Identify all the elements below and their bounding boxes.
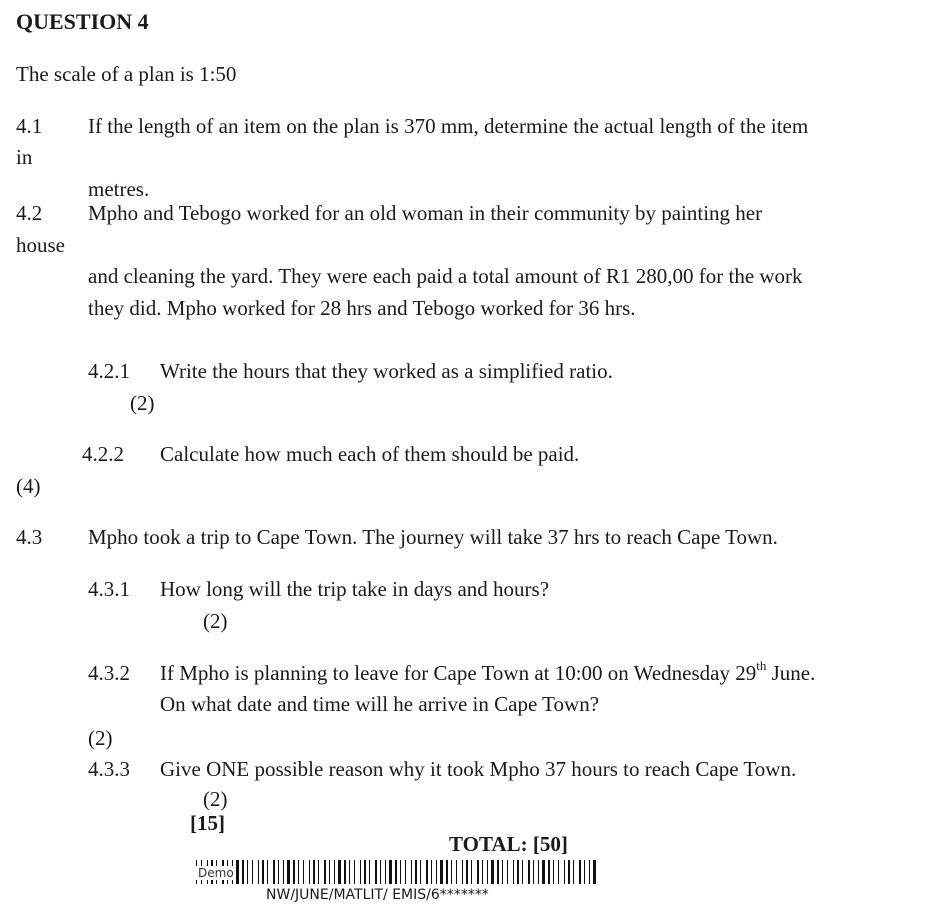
barcode-bar xyxy=(522,860,523,884)
barcode-bar xyxy=(338,860,341,884)
barcode-bar xyxy=(354,860,355,884)
barcode-bar xyxy=(309,860,310,884)
paper-total: TOTAL: [50] xyxy=(449,832,568,856)
q4-2-text-cont2: they did. Mpho worked for 28 hrs and Tebogo worked for 36 hrs. xyxy=(88,296,636,320)
barcode-bar xyxy=(267,860,268,884)
barcode-bar xyxy=(364,860,366,884)
barcode-bar xyxy=(573,860,574,884)
barcode-bar xyxy=(564,860,565,884)
barcode xyxy=(196,860,598,884)
barcode-bar xyxy=(242,860,244,884)
barcode-bar xyxy=(507,860,508,884)
barcode-bar xyxy=(584,860,585,884)
q4-3-2-text-main: If Mpho is planning to leave for Cape Town at 10:00 on Wednesday 29 xyxy=(160,661,757,685)
q4-3-1-marks: (2) xyxy=(203,609,228,633)
barcode-bar xyxy=(497,860,499,884)
q4-2-2-marks: (4) xyxy=(16,474,41,498)
barcode-bar xyxy=(278,860,279,884)
q4-2-1-number: 4.2.1 xyxy=(88,359,130,383)
barcode-bar xyxy=(482,860,483,884)
barcode-bar xyxy=(303,860,304,884)
barcode-bar xyxy=(262,860,264,884)
q4-2-1-text: Write the hours that they worked as a simplified ratio. xyxy=(160,359,613,383)
barcode-bar xyxy=(538,860,539,884)
barcode-bar xyxy=(477,860,479,884)
q4-1-text-cont: metres. xyxy=(88,177,150,201)
scale-text: The scale of a plan is 1:50 xyxy=(16,62,237,86)
barcode-bar xyxy=(446,860,448,884)
q4-3-3-text: Give ONE possible reason why it took Mpho 37 hours to reach Cape Town. xyxy=(160,757,797,781)
q4-2-text-wrap: house xyxy=(16,233,65,257)
barcode-bar xyxy=(420,860,421,884)
barcode-bar xyxy=(252,860,253,884)
barcode-bar xyxy=(589,860,590,884)
q4-3-3-marks: (2) xyxy=(203,787,228,811)
footer-code: NW/JUNE/MATLIT/ EMIS/6******* xyxy=(266,887,489,903)
q4-3-2-text-cont: On what date and time will he arrive in Cape Town? xyxy=(160,692,600,716)
barcode-bar xyxy=(385,860,386,884)
barcode-bar xyxy=(400,860,401,884)
q4-2-number: 4.2 xyxy=(16,201,43,225)
barcode-bar xyxy=(436,860,437,884)
barcode-bar xyxy=(513,860,514,884)
q4-1-number: 4.1 xyxy=(16,114,43,138)
barcode-bar xyxy=(579,860,581,884)
q4-3-2-text-end: June. xyxy=(766,661,816,685)
barcode-bar xyxy=(395,860,397,884)
q4-2-2-number: 4.2.2 xyxy=(82,442,124,466)
barcode-bar xyxy=(273,860,275,884)
question-title: QUESTION 4 xyxy=(16,9,149,34)
barcode-bar xyxy=(349,860,350,884)
barcode-bar xyxy=(380,860,381,884)
q4-1-text: If the length of an item on the plan is 370 mm, determine the actual length of the item xyxy=(88,114,809,138)
barcode-bar xyxy=(462,860,463,884)
barcode-bar xyxy=(369,860,370,884)
barcode-bar xyxy=(283,860,284,884)
q4-3-1-number: 4.3.1 xyxy=(88,577,130,601)
barcode-bar xyxy=(324,860,326,884)
barcode-bar xyxy=(411,860,412,884)
barcode-bar xyxy=(440,860,443,884)
barcode-bar xyxy=(415,860,417,884)
barcode-bar xyxy=(247,860,248,884)
q4-1-text-wrap: in xyxy=(16,145,33,169)
q4-2-1-marks: (2) xyxy=(130,391,155,415)
q4-3-2-text xyxy=(160,660,815,686)
q4-3-1-text: How long will the trip take in days and hours? xyxy=(160,577,550,601)
q4-3-2-ordinal: th xyxy=(756,658,767,673)
barcode-bar xyxy=(298,860,299,884)
q4-3-3-number: 4.3.3 xyxy=(88,757,130,781)
q4-3-number: 4.3 xyxy=(16,525,43,549)
barcode-bar xyxy=(451,860,452,884)
barcode-bar xyxy=(533,860,534,884)
q4-3-2-marks: (2) xyxy=(88,726,113,750)
demo-watermark: Demo xyxy=(198,866,234,880)
barcode-bar xyxy=(553,860,554,884)
barcode-bar xyxy=(558,860,559,884)
barcode-bar xyxy=(528,860,530,884)
barcode-bar xyxy=(491,860,494,884)
barcode-bar xyxy=(360,860,361,884)
barcode-bar xyxy=(375,860,377,884)
barcode-bar xyxy=(329,860,330,884)
barcode-bar xyxy=(293,860,295,884)
barcode-bar xyxy=(502,860,503,884)
barcode-bar xyxy=(344,860,346,884)
barcode-bar xyxy=(487,860,488,884)
barcode-bar xyxy=(466,860,468,884)
barcode-bar xyxy=(334,860,335,884)
barcode-bar xyxy=(542,860,545,884)
barcode-bar xyxy=(548,860,550,884)
barcode-bar xyxy=(517,860,519,884)
barcode-bar xyxy=(236,860,239,884)
barcode-bar xyxy=(318,860,319,884)
q4-3-text: Mpho took a trip to Cape Town. The journey will take 37 hrs to reach Cape Town. xyxy=(88,525,778,549)
barcode-bar xyxy=(405,860,406,884)
barcode-bar xyxy=(426,860,428,884)
q4-2-text-cont: and cleaning the yard. They were each paid a total amount of R1 280,00 for the work xyxy=(88,264,803,288)
barcode-bar xyxy=(593,860,596,884)
q4-2-text: Mpho and Tebogo worked for an old woman in their community by painting her xyxy=(88,201,763,225)
barcode-bar xyxy=(456,860,457,884)
barcode-bar xyxy=(313,860,315,884)
q4-3-2-number: 4.3.2 xyxy=(88,661,130,685)
q4-2-2-text: Calculate how much each of them should be paid. xyxy=(160,442,580,466)
barcode-bar xyxy=(471,860,472,884)
barcode-bar xyxy=(258,860,259,884)
barcode-bar xyxy=(389,860,392,884)
barcode-bar xyxy=(568,860,570,884)
barcode-bar xyxy=(431,860,432,884)
barcode-bar xyxy=(287,860,290,884)
section-total: [15] xyxy=(190,811,225,835)
